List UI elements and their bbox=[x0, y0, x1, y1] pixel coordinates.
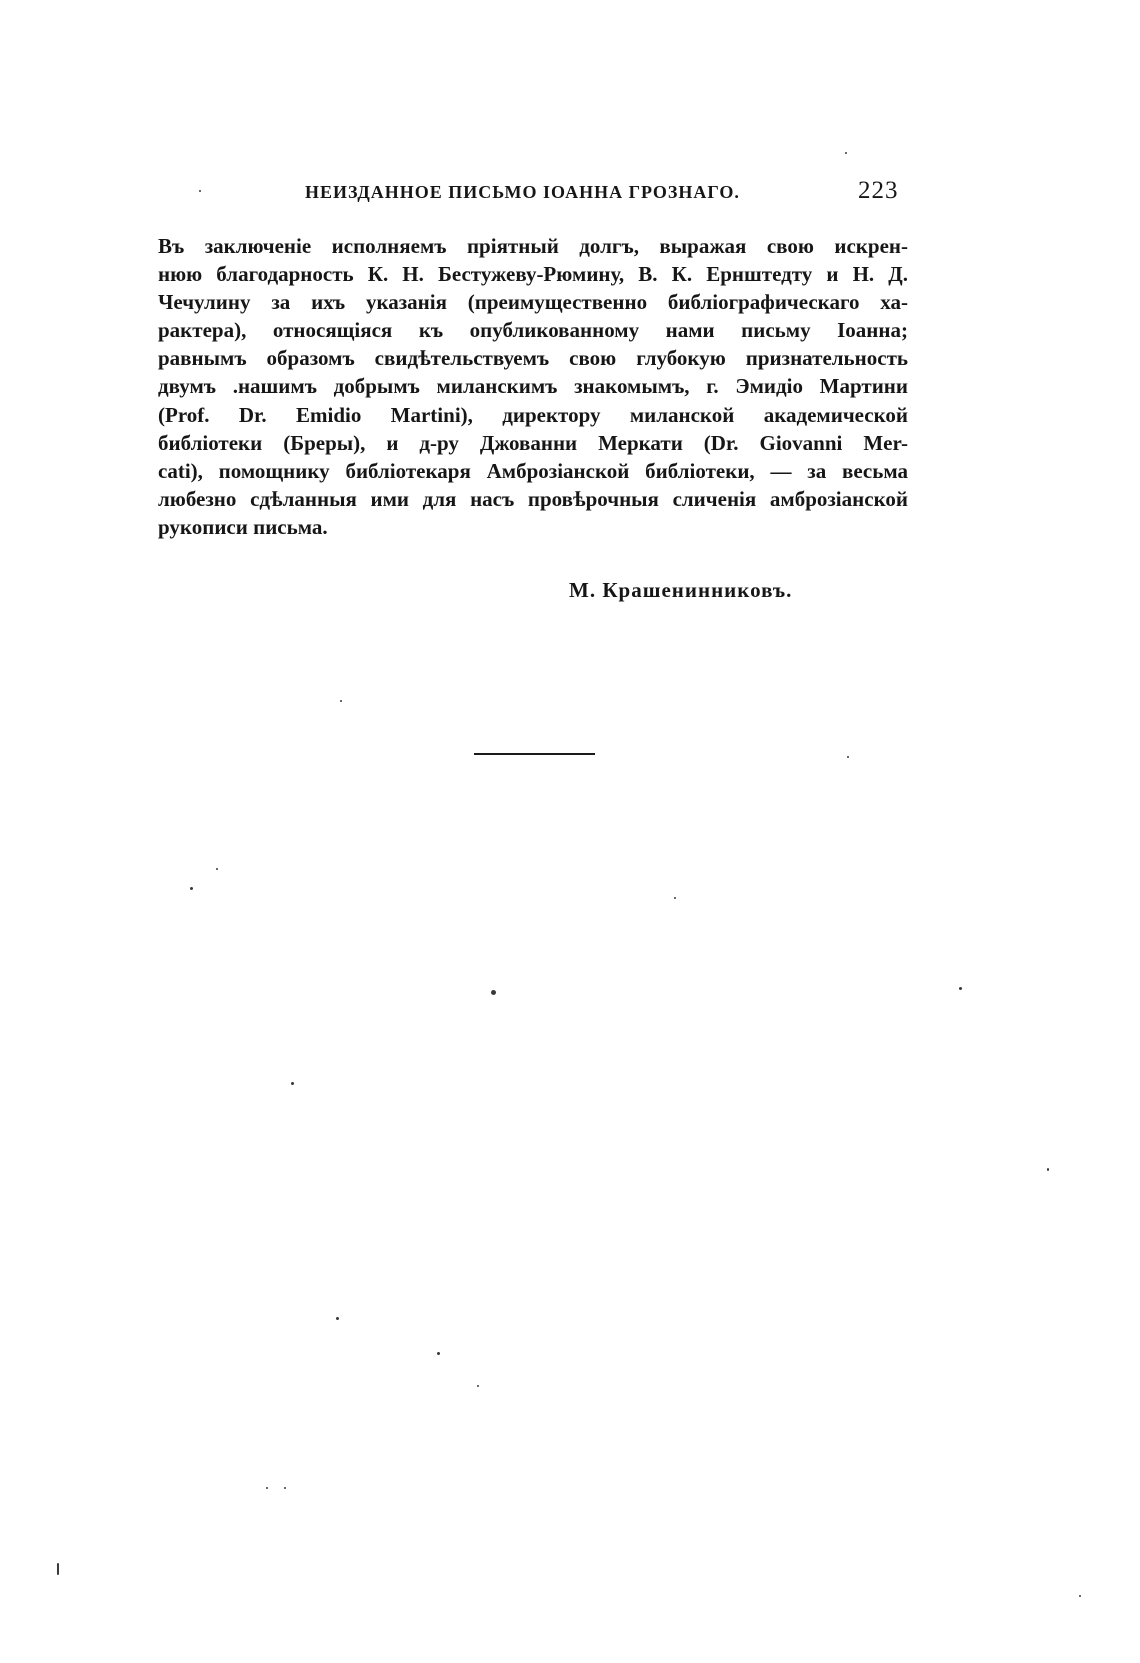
text-line: Въ заключеніе исполняемъ пріятный долгъ, выражая свою искрен- bbox=[158, 234, 908, 258]
scan-speck bbox=[491, 990, 496, 995]
scan-speck bbox=[336, 1317, 339, 1320]
scan-speck bbox=[291, 1082, 294, 1085]
page-number: 223 bbox=[858, 177, 899, 204]
text-line: двумъ .нашимъ добрымъ миланскимъ знакомымъ, г. Эмидіо Мартини bbox=[158, 374, 908, 399]
text-line: любезно сдѣланныя ими для насъ провѣрочныя сличенія амброзіанской bbox=[158, 486, 908, 511]
body-paragraph bbox=[158, 232, 908, 541]
text-line: нюю благодарность К. Н. Бестужеву-Рюмину, В. К. Ернштедту и Н. Д. bbox=[158, 262, 908, 287]
scan-speck bbox=[190, 887, 193, 890]
running-title: НЕИЗДАННОЕ ПИСЬМО ІОАННА ГРОЗНАГО. bbox=[305, 182, 740, 202]
text-line: равнымъ образомъ свидѣтельствуемъ свою глубокую признательность bbox=[158, 346, 908, 371]
scan-speck bbox=[959, 987, 962, 990]
text-line: рукописи письма. bbox=[158, 514, 328, 539]
scan-speck bbox=[1047, 1168, 1049, 1171]
scan-speck bbox=[266, 1487, 268, 1489]
scan-speck bbox=[845, 152, 847, 154]
author-signature: М. Крашенинниковъ. bbox=[569, 578, 793, 602]
text-line: библіотеки (Бреры), и д-ру Джованни Меркати (Dr. Giovanni Mer- bbox=[158, 430, 908, 455]
text-line: (Prof. Dr. Emidio Martini), директору миланской академической bbox=[158, 402, 908, 427]
section-separator-rule bbox=[474, 753, 595, 755]
scan-speck bbox=[284, 1487, 286, 1489]
scan-speck bbox=[477, 1385, 479, 1387]
scan-speck bbox=[216, 868, 218, 870]
scan-speck bbox=[57, 1563, 59, 1575]
scan-speck bbox=[674, 897, 676, 899]
text-line: рактера), относящіяся къ опубликованному нами письму Іоанна; bbox=[158, 318, 908, 343]
text-line: Чечулину за ихъ указанія (преимущественно библіографическаго ха- bbox=[158, 290, 908, 315]
scan-speck bbox=[340, 700, 342, 702]
scan-speck bbox=[199, 190, 201, 192]
scan-speck bbox=[847, 756, 849, 758]
scan-speck bbox=[437, 1352, 440, 1355]
scan-speck bbox=[1079, 1595, 1081, 1597]
text-line: cati), помощнику библіотекаря Амброзіанской библіотеки, — за весьма bbox=[158, 458, 908, 483]
